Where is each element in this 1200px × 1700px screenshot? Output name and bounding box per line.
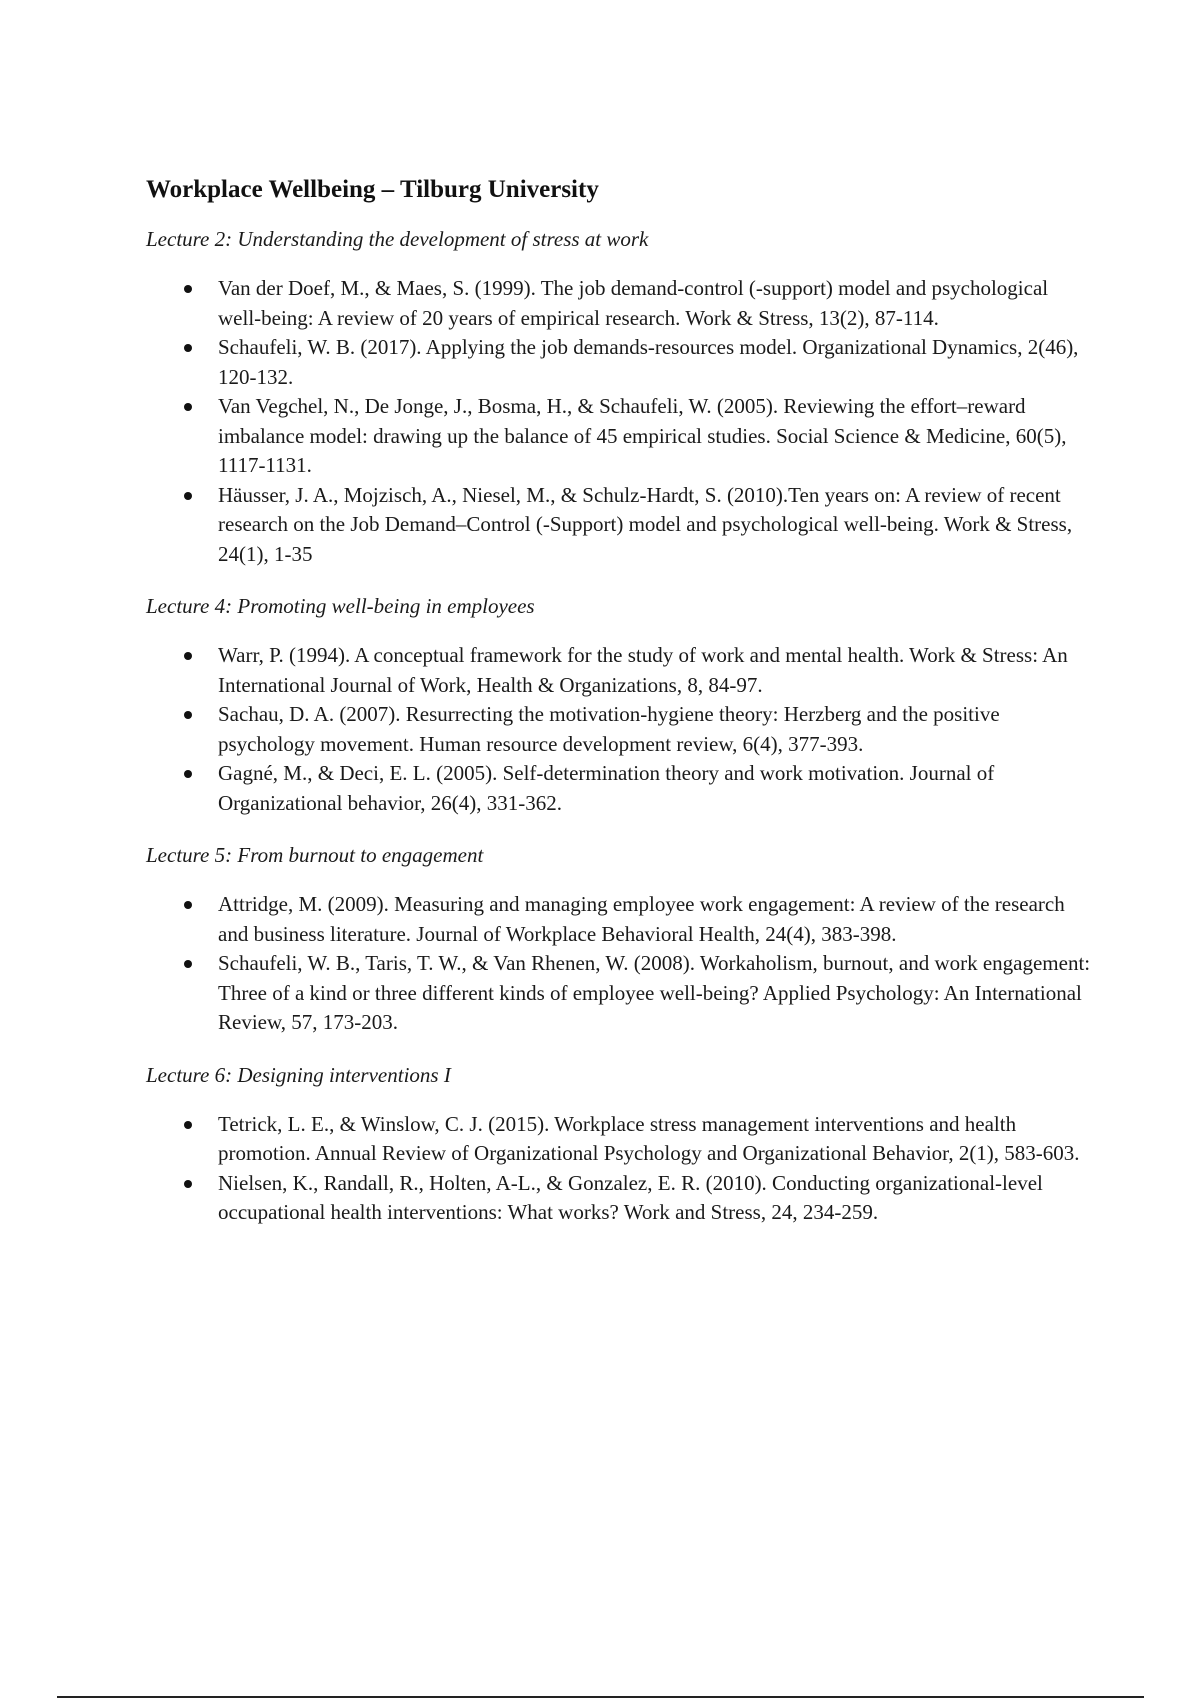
bullet-icon [184, 1121, 192, 1129]
section-heading: Lecture 4: Promoting well-being in employees [146, 594, 535, 618]
reference-item [146, 949, 1091, 1038]
section-heading: Lecture 5: From burnout to engagement [146, 843, 484, 867]
reference-text: Warr, P. (1994). A conceptual framework for the study of work and mental health. Work & Stress: An International Journal of Work, Health & Organizations, 8, 84-97. [218, 643, 1068, 697]
reference-list [146, 1110, 1091, 1228]
reference-item [146, 481, 1091, 570]
reference-text: Van Vegchel, N., De Jonge, J., Bosma, H., & Schaufeli, W. (2005). Reviewing the effort–reward imbalance model: drawing up the balance of 45 empirical studies. Social Science & Medicine, 60(5), 1117-1131. [218, 394, 1067, 477]
bullet-icon [184, 285, 192, 293]
bullet-icon [184, 403, 192, 411]
bullet-icon [184, 492, 192, 500]
reference-text: Gagné, M., & Deci, E. L. (2005). Self‐determination theory and work motivation. Journal of Organizational behavior, 26(4), 331-362. [218, 761, 995, 815]
bullet-icon [184, 770, 192, 778]
page-bottom-rule [57, 1696, 1144, 1698]
reference-item [146, 890, 1091, 949]
reference-item [146, 1110, 1091, 1169]
bullet-icon [184, 1180, 192, 1188]
reference-item [146, 641, 1091, 700]
reference-list [146, 641, 1091, 818]
section-heading: Lecture 6: Designing interventions I [146, 1062, 451, 1087]
reference-item [146, 274, 1091, 333]
bullet-icon [184, 344, 192, 352]
section-lecture-5 [146, 840, 1091, 1038]
reference-text: Nielsen, K., Randall, R., Holten, A-L., & Gonzalez, E. R. (2010). Conducting organizational-level occupational health interventions: What works? Work and Stress, 24, 234-259. [218, 1170, 1043, 1224]
reference-item [146, 759, 1091, 818]
section-heading: Lecture 2: Understanding the development of stress at work [146, 227, 649, 251]
reference-text: Schaufeli, W. B. (2017). Applying the job demands-resources model. Organizational Dynamics, 2(46), 120-132. [218, 335, 1079, 389]
reference-list [146, 890, 1091, 1038]
reference-text: Schaufeli, W. B., Taris, T. W., & Van Rhenen, W. (2008). Workaholism, burnout, and work engagement: Three of a kind or three different kinds of employee well-being? Applied Psychology: An International Review, 57, 173-203. [218, 951, 1091, 1034]
reference-item [146, 1169, 1091, 1228]
bullet-icon [184, 901, 192, 909]
section-lecture-6 [146, 1060, 1091, 1228]
reference-text: Sachau, D. A. (2007). Resurrecting the motivation-hygiene theory: Herzberg and the positive psychology movement. Human resource development review, 6(4), 377-393. [218, 702, 1000, 756]
document-page [146, 172, 1091, 1250]
section-lecture-4 [146, 591, 1091, 818]
reference-item [146, 392, 1091, 481]
reference-text: Van der Doef, M., & Maes, S. (1999). The job demand-control (-support) model and psychological well-being: A review of 20 years of empirical research. Work & Stress, 13(2), 87-114. [218, 276, 1049, 330]
reference-text: Häusser, J. A., Mojzisch, A., Niesel, M., & Schulz-Hardt, S. (2010).Ten years on: A review of recent research on the Job Demand–Control (-Support) model and psychological well-being. Work & Stress, 24(1), 1-35 [218, 482, 1073, 566]
reference-text: Attridge, M. (2009). Measuring and managing employee work engagement: A review of the research and business literature. Journal of Workplace Behavioral Health, 24(4), 383-398. [218, 892, 1065, 946]
bullet-icon [184, 960, 192, 968]
reference-list [146, 274, 1091, 569]
reference-item [146, 333, 1091, 392]
bullet-icon [184, 711, 192, 719]
document-title: Workplace Wellbeing – Tilburg University [146, 176, 599, 203]
reference-text: Tetrick, L. E., & Winslow, C. J. (2015). Workplace stress management interventions and health promotion. Annual Review of Organizational Psychology and Organizational Behavior, 2(1), 583-603. [218, 1111, 1080, 1165]
bullet-icon [184, 652, 192, 660]
reference-item [146, 700, 1091, 759]
section-lecture-2 [146, 224, 1091, 569]
